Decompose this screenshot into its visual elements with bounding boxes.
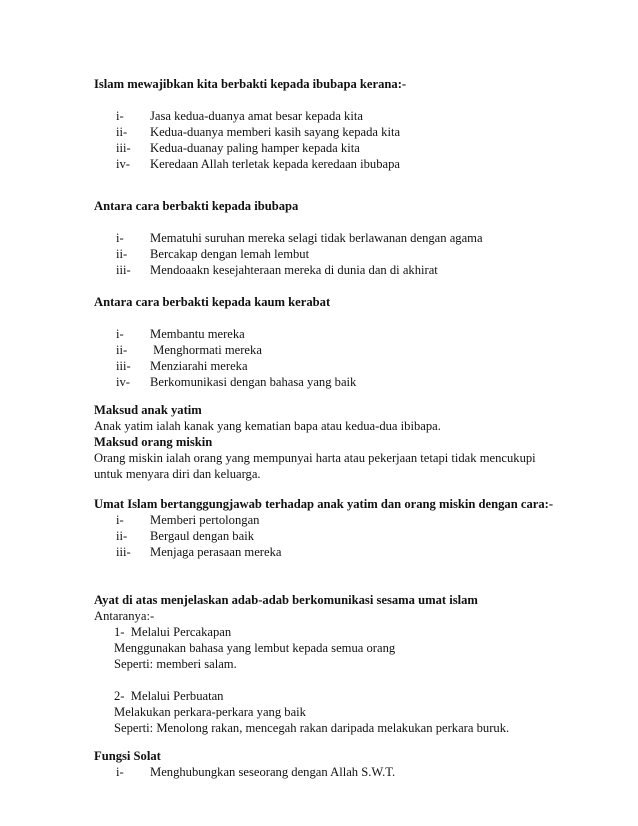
subsection-title: 1- Melalui Percakapan xyxy=(114,625,232,639)
list-text: Berkomunikasi dengan bahasa yang baik xyxy=(150,375,357,389)
list-text: Mendoaakn kesejahteraan mereka di dunia dan di akhirat xyxy=(150,263,438,277)
section-heading: Antara cara berbakti kepada ibubapa xyxy=(94,199,299,213)
list-number: iv- xyxy=(116,157,130,171)
list-text: Menghubungkan seseorang dengan Allah S.W.T. xyxy=(150,765,396,779)
list-item xyxy=(94,528,554,544)
document-page xyxy=(94,76,554,780)
list-item xyxy=(94,156,554,172)
list-number: iii- xyxy=(116,359,131,373)
list-number: iii- xyxy=(116,545,131,559)
list-number: iii- xyxy=(116,141,131,155)
list-number: iii- xyxy=(116,263,131,277)
section-heading: Islam mewajibkan kita berbakti kepada ibubapa kerana:- xyxy=(94,77,407,91)
list xyxy=(94,326,554,390)
list xyxy=(94,512,554,560)
list-text: Jasa kedua-duanya amat besar kepada kita xyxy=(150,109,363,123)
paragraph: Seperti: Menolong rakan, mencegah rakan daripada melakukan perkara buruk. xyxy=(114,721,510,735)
list-number: i- xyxy=(116,513,124,527)
list xyxy=(94,230,554,278)
list-item xyxy=(94,342,554,358)
paragraph: Seperti: memberi salam. xyxy=(114,657,237,671)
list-text: Kedua-duanya memberi kasih sayang kepada kita xyxy=(150,125,401,139)
list xyxy=(94,108,554,172)
list-number: ii- xyxy=(116,125,128,139)
paragraph: Orang miskin ialah orang yang mempunyai harta atau pekerjaan tetapi tidak mencukupi untuk menyara diri dan keluarga. xyxy=(94,451,536,481)
list-text: Mematuhi suruhan mereka selagi tidak berlawanan dengan agama xyxy=(150,231,483,245)
list-number: iv- xyxy=(116,375,130,389)
list-text: Membantu mereka xyxy=(150,327,245,341)
paragraph: Melakukan perkara-perkara yang baik xyxy=(114,705,306,719)
list-item xyxy=(94,140,554,156)
list-item xyxy=(94,124,554,140)
list-text: Menjaga perasaan mereka xyxy=(150,545,282,559)
paragraph: Anak yatim ialah kanak yang kematian bapa atau kedua-dua ibibapa. xyxy=(94,419,441,433)
section-heading: Ayat di atas menjelaskan adab-adab berkomunikasi sesama umat islam xyxy=(94,593,478,607)
paragraph: Menggunakan bahasa yang lembut kepada semua orang xyxy=(114,641,396,655)
list-number: i- xyxy=(116,765,124,779)
section-heading: Umat Islam bertanggungjawab terhadap anak yatim dan orang miskin dengan cara:- xyxy=(94,497,554,511)
list-number: ii- xyxy=(116,343,128,357)
paragraph: Antaranya:- xyxy=(94,609,155,623)
list-item xyxy=(94,374,554,390)
list-number: ii- xyxy=(116,247,128,261)
subsection-title: 2- Melalui Perbuatan xyxy=(114,689,224,703)
list-text: Menghormati mereka xyxy=(150,343,262,357)
list-item xyxy=(94,764,554,780)
section-heading: Maksud orang miskin xyxy=(94,435,213,449)
section-heading: Fungsi Solat xyxy=(94,749,161,763)
list-number: i- xyxy=(116,109,124,123)
list-number: i- xyxy=(116,327,124,341)
list-number: ii- xyxy=(116,529,128,543)
list-text: Keredaan Allah terletak kepada keredaan ibubapa xyxy=(150,157,400,171)
list-text: Kedua-duanay paling hamper kepada kita xyxy=(150,141,360,155)
section-heading: Antara cara berbakti kepada kaum kerabat xyxy=(94,295,331,309)
list-item xyxy=(94,262,554,278)
list-item xyxy=(94,108,554,124)
list-item xyxy=(94,512,554,528)
list-text: Memberi pertolongan xyxy=(150,513,260,527)
list-item xyxy=(94,358,554,374)
list-item xyxy=(94,246,554,262)
list-item xyxy=(94,326,554,342)
list xyxy=(94,764,554,780)
section-heading: Maksud anak yatim xyxy=(94,403,202,417)
list-text: Bercakap dengan lemah lembut xyxy=(150,247,310,261)
list-number: i- xyxy=(116,231,124,245)
list-text: Bergaul dengan baik xyxy=(150,529,254,543)
list-item xyxy=(94,230,554,246)
list-text: Menziarahi mereka xyxy=(150,359,248,373)
list-item xyxy=(94,544,554,560)
